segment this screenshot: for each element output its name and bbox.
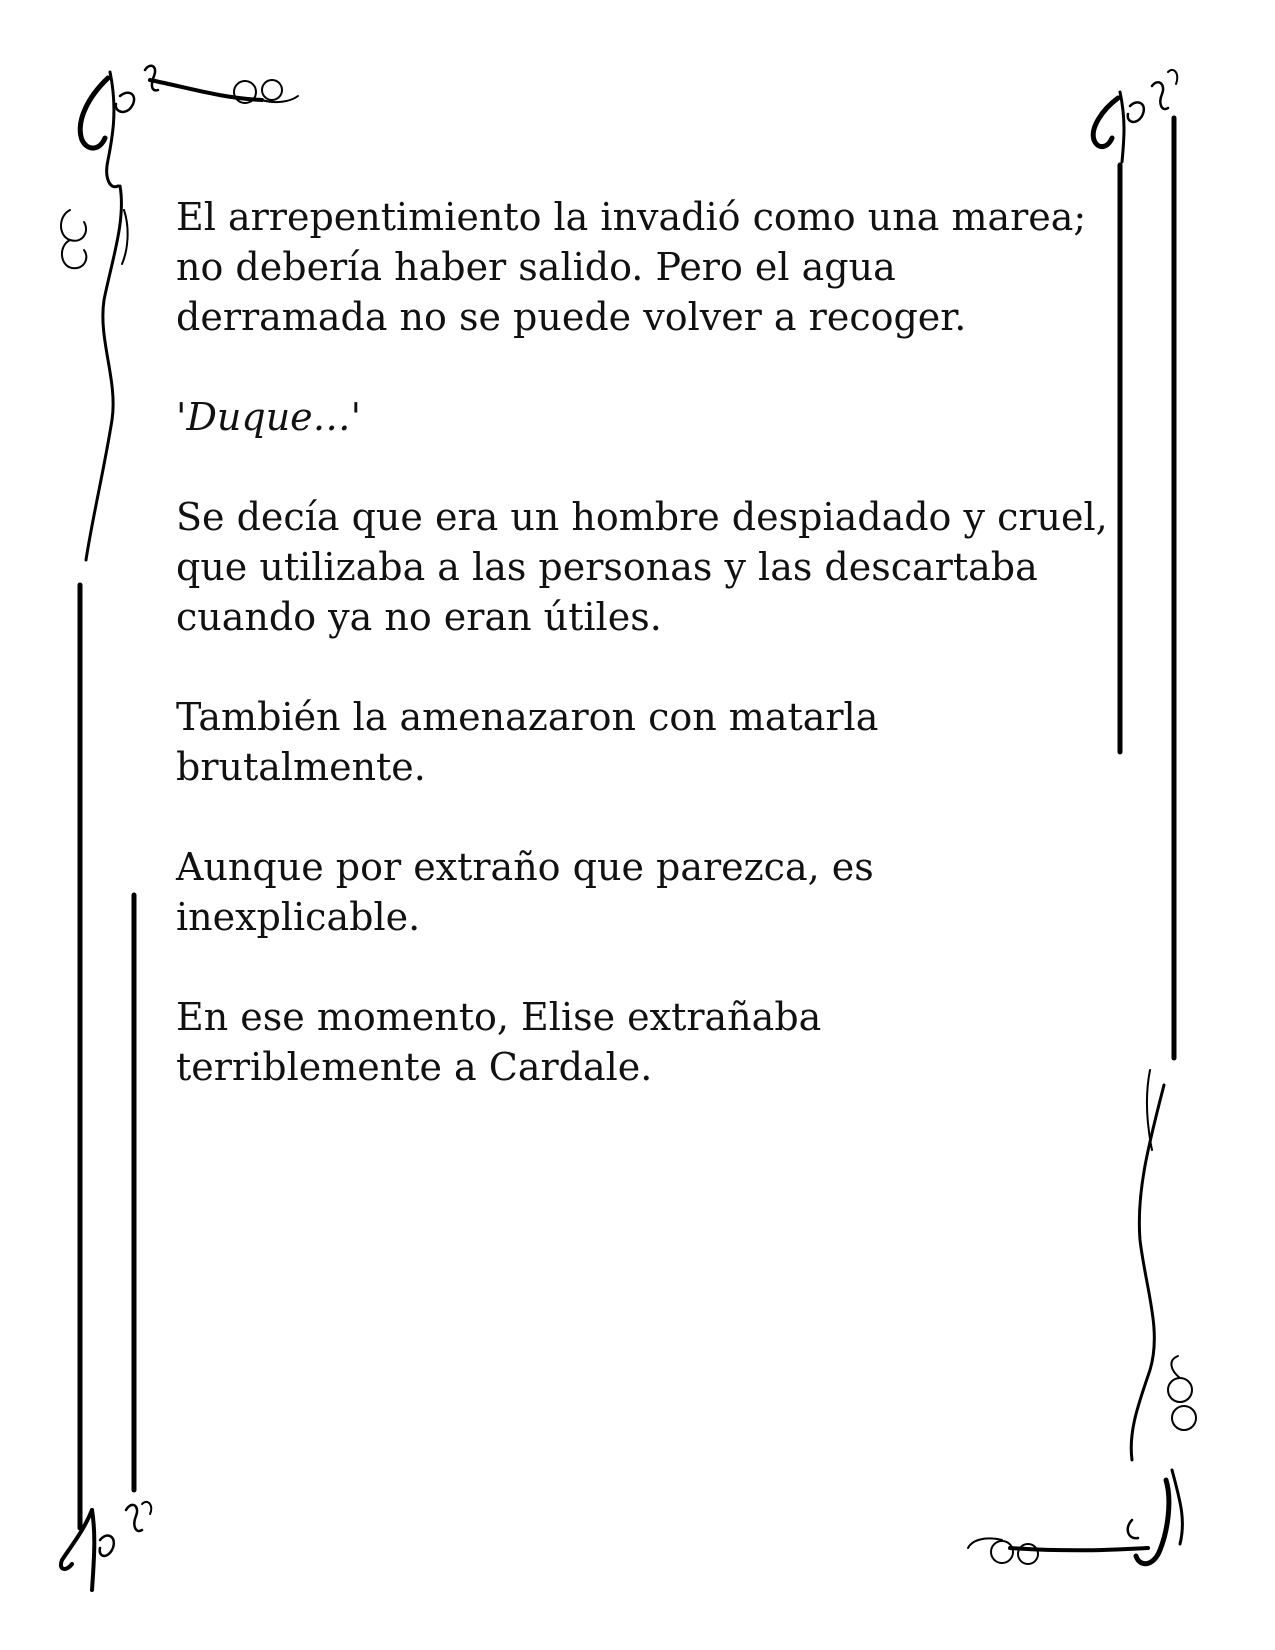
paragraph-missing-cardale: En ese momento, Elise extrañaba terriblemente a Cardale. [176,995,822,1089]
paragraph-regret: El arrepentimiento la invadió como una marea; no debería haber salido. Pero el agua derramada no se puede volver a recoger. [176,195,1087,339]
paragraph-duke-thought: 'Duque…' [176,395,362,439]
paragraph-threat: También la amenazaron con matarla brutalmente. [176,695,879,789]
paragraph-rumor: Se decía que era un hombre despiadado y cruel, que utilizaba a las personas y las descartaba cuando ya no eran útiles. [176,495,1108,639]
bottom-right-flourish-icon [968,1070,1196,1564]
story-text [176,192,1116,1142]
bottom-left-flourish-icon [61,1502,151,1590]
top-right-flourish-icon [1093,70,1177,162]
paragraph-inexplicable: Aunque por extraño que parezca, es inexplicable. [176,845,874,939]
